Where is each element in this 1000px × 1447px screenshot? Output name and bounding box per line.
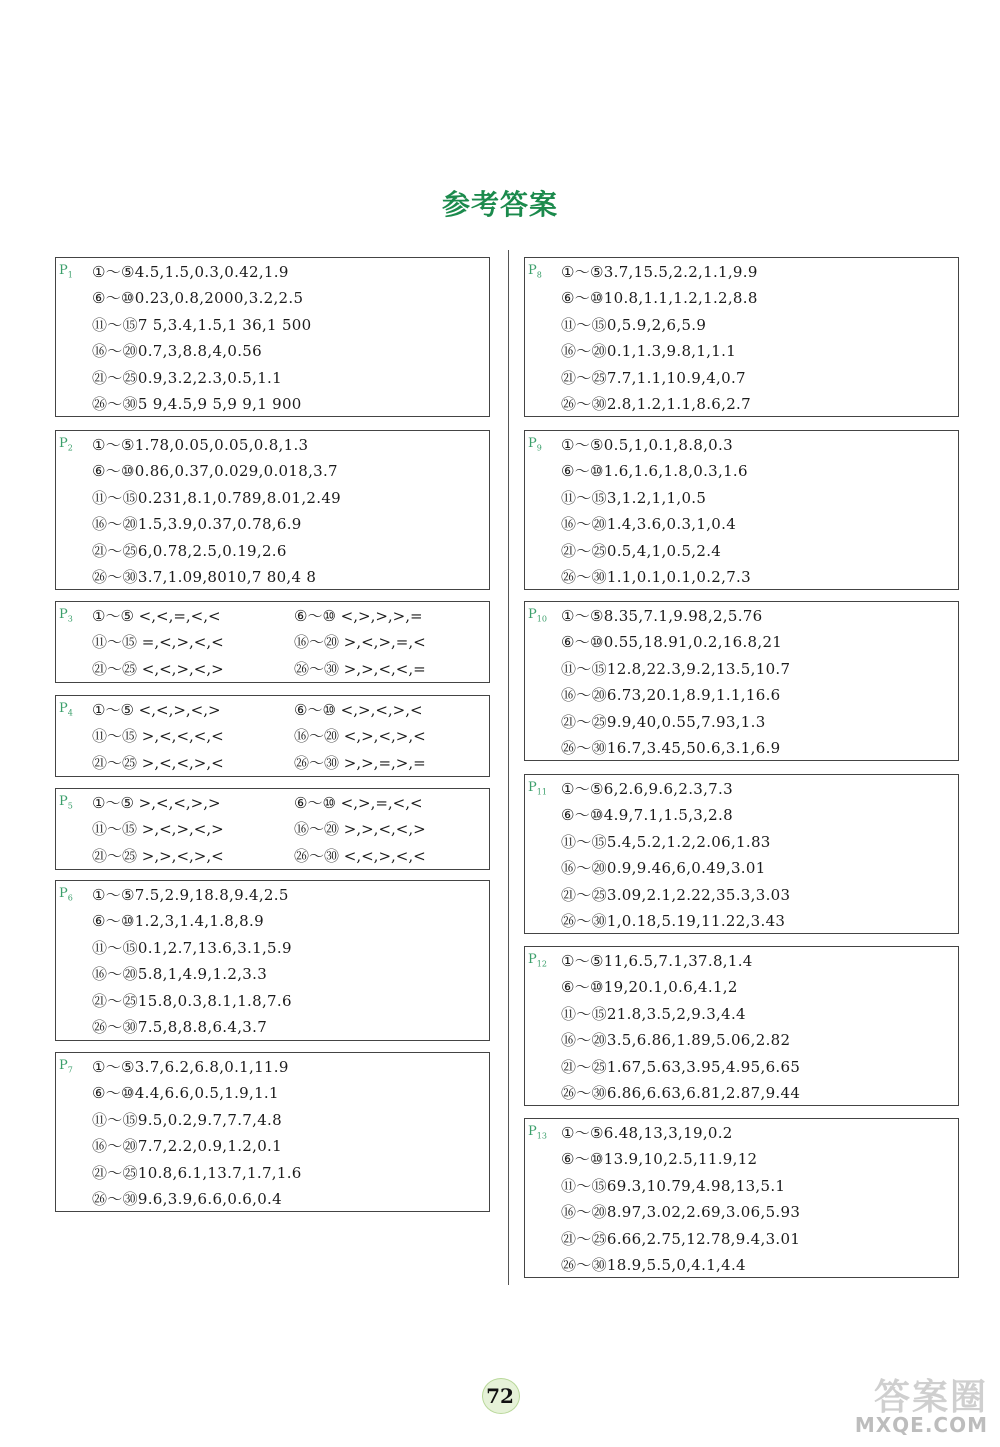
answer-line: ①～⑤7.5,2.9,18.8,9.4,2.5: [92, 886, 289, 904]
answer-line: ㉖～㉚18.9,5.5,0,4.1,4.4: [561, 1256, 746, 1274]
answer-group: ㉖～㉚ >,>,=,>,=: [294, 753, 426, 772]
answer-group: ①～⑤ >,<,<,>,>: [92, 794, 221, 812]
answer-box-p1: [55, 257, 490, 417]
answer-box-p13: [524, 1118, 959, 1278]
page-ref-label: $P_2$: [59, 436, 73, 453]
answer-line: ⑯～⑳0.7,3,8.8,4,0.56: [92, 342, 262, 361]
answer-line: ⑪～⑮0,5.9,2,6,5.9: [561, 315, 707, 334]
answer-line: ①～⑤1.78,0.05,0.05,0.8,1.3: [92, 436, 309, 454]
answer-line: ⑥～⑩4.9,7.1,1.5,3,2.8: [561, 806, 733, 825]
answer-line: ㉖～㉚1,0.18,5.19,11.22,3.43: [561, 912, 786, 930]
answer-box-p12: [524, 946, 959, 1106]
watermark-url: MXQE.COM: [854, 1413, 988, 1437]
answer-line: ⑥～⑩4.4,6.6,0.5,1.9,1.1: [92, 1084, 279, 1103]
answer-line: ⑯～⑳7.7,2.2,0.9,1.2,0.1: [92, 1137, 282, 1156]
answer-line: ⑥～⑩13.9,10,2.5,11.9,12: [561, 1150, 758, 1169]
answer-line: ㉑～㉕3.09,2.1,2.22,35.3,3.03: [561, 885, 791, 904]
answer-line: ①～⑤8.35,7.1,9.98,2,5.76: [561, 607, 763, 625]
answer-line: ㉑～㉕6.66,2.75,12.78,9.4,3.01: [561, 1229, 801, 1248]
answer-group: ①～⑤ <,<,=,<,<: [92, 607, 221, 625]
page-ref-label: $P_1$: [59, 263, 73, 280]
answer-group: ①～⑤ <,<,>,<,>: [92, 701, 221, 719]
answer-line: ⑪～⑮69.3,10.79,4.98,13,5.1: [561, 1176, 786, 1195]
answer-line: ㉖～㉚1.1,0.1,0.1,0.2,7.3: [561, 568, 751, 586]
watermark-logo: [838, 1369, 988, 1437]
page-ref-label: $P_{10}$: [528, 607, 547, 624]
answer-group: ⑪～⑮ =,<,>,<,<: [92, 633, 224, 652]
answer-line: ⑪～⑮5.4,5.2,1.2,2.06,1.83: [561, 832, 771, 851]
answer-line: ⑥～⑩0.23,0.8,2000,3.2,2.5: [92, 289, 304, 308]
answer-group: ㉖～㉚ <,<,>,<,<: [294, 846, 426, 865]
answer-line: ㉑～㉕7.7,1.1,10.9,4,0.7: [561, 368, 746, 387]
answer-group: ㉑～㉕ >,>,<,>,<: [92, 846, 224, 865]
answer-line: ⑪～⑮7 5,3.4,1.5,1 36,1 500: [92, 315, 312, 334]
page-ref-label: $P_4$: [59, 701, 73, 718]
answer-box-p7: [55, 1052, 490, 1212]
answer-line: ⑪～⑮21.8,3.5,2,9.3,4.4: [561, 1004, 746, 1023]
answer-group: ⑯～⑳ >,>,<,<,>: [294, 820, 426, 839]
answer-line: ①～⑤6,2.6,9.6,2.3,7.3: [561, 780, 733, 798]
answer-line: ①～⑤6.48,13,3,19,0.2: [561, 1124, 733, 1142]
page-ref-label: $P_6$: [59, 886, 73, 903]
page-ref-label: $P_7$: [59, 1058, 73, 1075]
answer-line: ㉑～㉕15.8,0.3,8.1,1.8,7.6: [92, 991, 292, 1010]
answer-line: ⑯～⑳3.5,6.86,1.89,5.06,2.82: [561, 1031, 791, 1050]
answer-group: ⑯～⑳ <,>,<,>,<: [294, 727, 426, 746]
answer-box-p2: [55, 430, 490, 590]
answer-line: ⑥～⑩0.55,18.91,0.2,16.8,21: [561, 633, 783, 652]
answer-group: ㉖～㉚ >,>,<,<,=: [294, 659, 426, 678]
answer-group: ⑯～⑳ >,<,>,=,<: [294, 633, 426, 652]
answer-line: ⑥～⑩1.2,3,1.4,1.8,8.9: [92, 912, 264, 931]
answer-line: ⑯～⑳5.8,1,4.9,1.2,3.3: [92, 965, 268, 984]
answer-group: ⑪～⑮ >,<,<,<,<: [92, 727, 224, 746]
answer-line: ⑪～⑮0.231,8.1,0.789,8.01,2.49: [92, 488, 342, 507]
answer-line: ①～⑤11,6.5,7.1,37.8,1.4: [561, 952, 753, 970]
answer-line: ①～⑤3.7,15.5,2.2,1.1,9.9: [561, 263, 758, 281]
answer-line: ⑥～⑩1.6,1.6,1.8,0.3,1.6: [561, 462, 748, 481]
answer-line: ①～⑤4.5,1.5,0.3,0.42,1.9: [92, 263, 289, 281]
answer-box-p3: [55, 601, 490, 683]
answer-line: ㉑～㉕6,0.78,2.5,0.19,2.6: [92, 541, 287, 560]
answer-line: ㉑～㉕0.9,3.2,2.3,0.5,1.1: [92, 368, 282, 387]
answer-line: ⑯～⑳0.9,9.46,6,0.49,3.01: [561, 859, 766, 878]
page-title: 参考答案: [441, 188, 558, 221]
page-ref-label: $P_5$: [59, 794, 73, 811]
answer-line: ⑥～⑩19,20.1,0.6,4.1,2: [561, 978, 738, 997]
answer-box-p6: [55, 880, 490, 1041]
page-ref-label: $P_9$: [528, 436, 542, 453]
answer-line: ⑯～⑳1.5,3.9,0.37,0.78,6.9: [92, 515, 302, 534]
answer-line: ㉖～㉚2.8,1.2,1.1,8.6,2.7: [561, 395, 751, 413]
page-ref-label: $P_8$: [528, 263, 542, 280]
page-ref-label: $P_3$: [59, 607, 73, 624]
answer-line: ⑪～⑮12.8,22.3,9.2,13.5,10.7: [561, 659, 791, 678]
answer-line: ①～⑤3.7,6.2,6.8,0.1,11.9: [92, 1058, 289, 1076]
answer-line: ㉑～㉕0.5,4,1,0.5,2.4: [561, 541, 722, 560]
answer-line: ⑪～⑮3,1.2,1,1,0.5: [561, 488, 707, 507]
answer-box-p4: [55, 695, 490, 777]
answer-line: ⑥～⑩0.86,0.37,0.029,0.018,3.7: [92, 462, 338, 481]
page-ref-label: $P_{12}$: [528, 952, 547, 969]
answer-line: ⑯～⑳1.4,3.6,0.3,1,0.4: [561, 515, 737, 534]
answer-line: ㉖～㉚7.5,8,8.8,6.4,3.7: [92, 1018, 268, 1036]
answer-line: ⑯～⑳8.97,3.02,2.69,3.06,5.93: [561, 1203, 801, 1222]
answer-line: ㉖～㉚6.86,6.63,6.81,2.87,9.44: [561, 1084, 801, 1102]
answer-group: ㉑～㉕ >,<,<,>,<: [92, 753, 224, 772]
answer-line: ㉑～㉕1.67,5.63,3.95,4.95,6.65: [561, 1057, 801, 1076]
answer-group: ⑪～⑮ >,<,>,<,>: [92, 820, 224, 839]
answer-line: ㉑～㉕9.9,40,0.55,7.93,1.3: [561, 712, 766, 731]
answer-box-p11: [524, 774, 959, 934]
column-divider: [508, 250, 509, 1285]
answer-group: ㉑～㉕ <,<,>,<,>: [92, 659, 224, 678]
answer-line: ⑯～⑳0.1,1.3,9.8,1,1.1: [561, 342, 737, 361]
answer-box-p9: [524, 430, 959, 590]
answer-box-p10: [524, 601, 959, 761]
page-ref-label: $P_{13}$: [528, 1124, 547, 1141]
page-number: 72: [476, 1376, 524, 1416]
answer-line: ①～⑤0.5,1,0.1,8.8,0.3: [561, 436, 733, 454]
answer-line: ㉖～㉚9.6,3.9,6.6,0.6,0.4: [92, 1190, 282, 1208]
answer-group: ⑥～⑩ <,>,>,>,=: [294, 607, 423, 625]
answer-line: ⑥～⑩10.8,1.1,1.2,1.2,8.8: [561, 289, 758, 308]
answer-line: ㉖～㉚3.7,1.09,8010,7 80,4 8: [92, 568, 317, 586]
answer-group: ⑥～⑩ <,>,<,>,<: [294, 701, 423, 719]
answer-line: ㉖～㉚5 9,4.5,9 5,9 9,1 900: [92, 395, 302, 413]
watermark-text: 答案圈: [873, 1377, 988, 1418]
answer-line: ㉖～㉚16.7,3.45,50.6,3.1,6.9: [561, 739, 781, 757]
answer-line: ㉑～㉕10.8,6.1,13.7,1.7,1.6: [92, 1163, 302, 1182]
answer-group: ⑥～⑩ <,>,=,<,<: [294, 794, 423, 812]
answer-box-p5: [55, 788, 490, 870]
answer-line: ⑪～⑮9.5,0.2,9.7,7.7,4.8: [92, 1110, 282, 1129]
page-ref-label: $P_{11}$: [528, 780, 547, 797]
answer-box-p8: [524, 257, 959, 417]
answer-line: ⑯～⑳6.73,20.1,8.9,1.1,16.6: [561, 686, 781, 705]
answer-line: ⑪～⑮0.1,2.7,13.6,3.1,5.9: [92, 938, 292, 957]
